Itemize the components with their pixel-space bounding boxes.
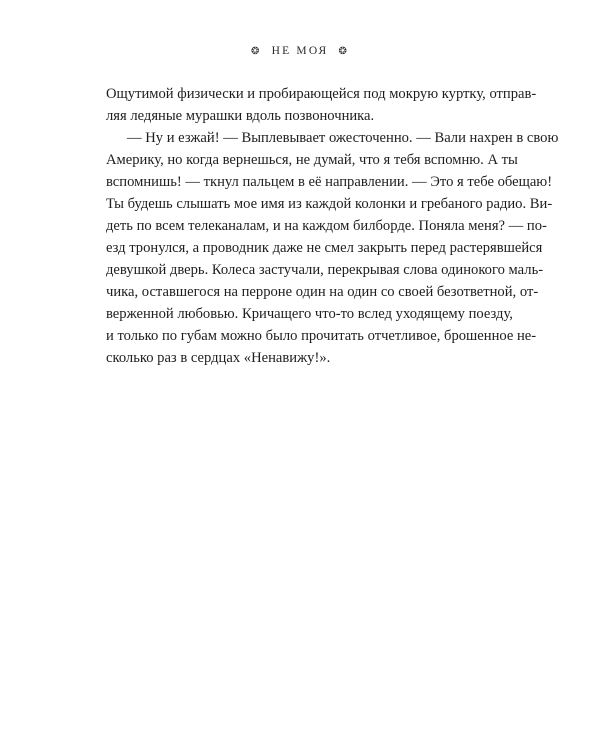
text-line: верженной любовью. Кричащего что-то вслед уходящему поезду, bbox=[106, 306, 513, 322]
text-line: Америку, но когда вернешься, не думай, что я тебя вспомню. А ты bbox=[106, 152, 518, 168]
text-line: деть по всем телеканалам, и на каждом билборде. Поняла меня? — по- bbox=[106, 218, 547, 234]
text-line: Ты будешь слышать мое имя из каждой колонки и гребаного радио. Ви- bbox=[106, 196, 553, 212]
running-header bbox=[0, 44, 600, 59]
text-line: девушкой дверь. Колеса застучали, перекрывая слова одинокого маль- bbox=[106, 262, 544, 278]
text-line: вспомнишь! — ткнул пальцем в её направлении. — Это я тебе обещаю! bbox=[106, 174, 553, 190]
text-line: сколько раз в сердцах «Ненавижу!». bbox=[106, 350, 331, 366]
running-header-title: НЕ МОЯ bbox=[271, 45, 329, 57]
ornament-left-icon: ❂ bbox=[250, 46, 262, 57]
text-line: чика, оставшегося на перроне один на один со своей безответной, от- bbox=[106, 284, 539, 300]
body-text bbox=[106, 83, 559, 369]
text-line: и только по губам можно было прочитать отчетливое, брошенное не- bbox=[106, 328, 537, 344]
ornament-right-icon: ❂ bbox=[338, 46, 350, 57]
text-line: ляя ледяные мурашки вдоль позвоночника. bbox=[106, 108, 375, 124]
text-line: езд тронулся, а проводник даже не смел закрыть перед растерявшейся bbox=[106, 240, 543, 256]
text-line: Ощутимой физически и пробирающейся под мокрую куртку, отправ- bbox=[106, 86, 537, 102]
text-line: — Ну и езжай! — Выплевывает ожесточенно. — Вали нахрен в свою bbox=[127, 130, 559, 146]
